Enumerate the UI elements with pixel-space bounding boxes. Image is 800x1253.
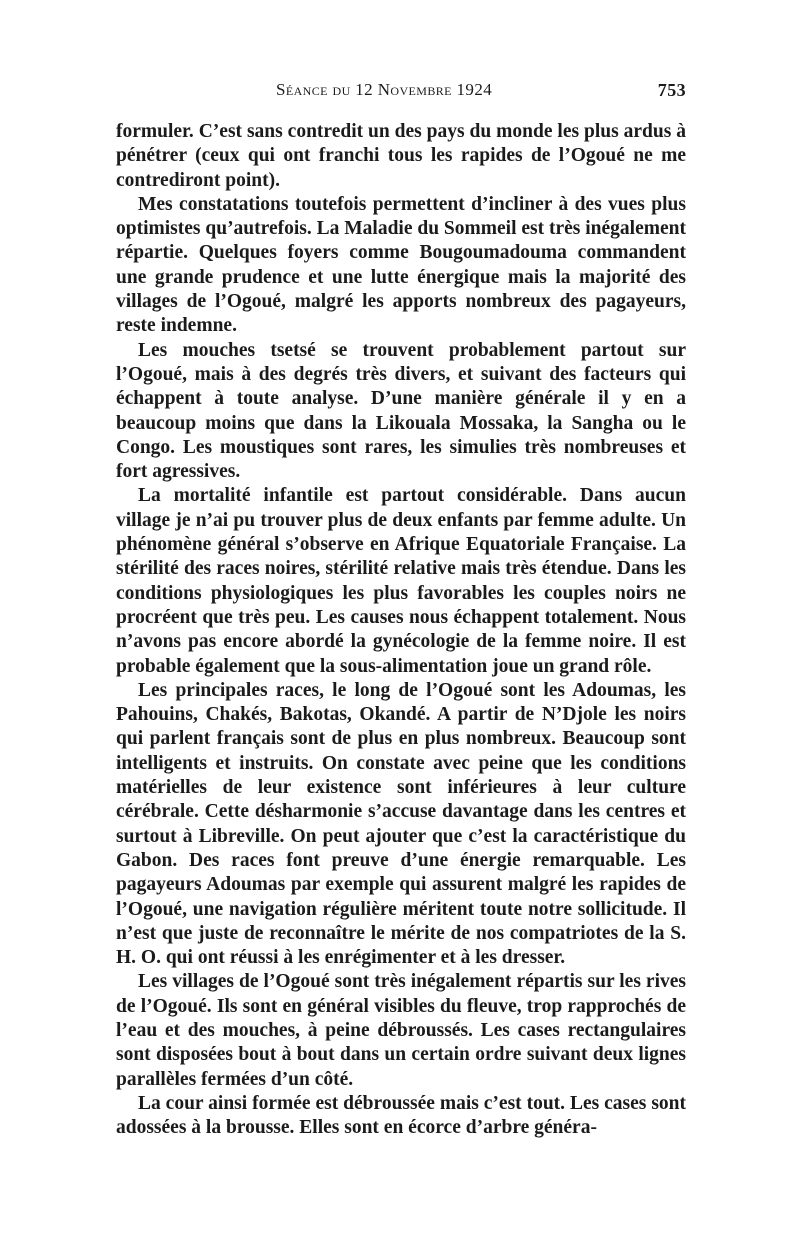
paragraph: Les mouches tsetsé se trouvent probablement partout sur l’Ogoué, mais à des degrés très divers, et suivant des facteurs qui échappent à toute analyse. D’une manière générale il y en a beaucoup moins que dans la Likouala Mossaka, la Sangha ou le Congo. Les moustiques sont rares, les simulies très nombreuses et fort agressives. [116,339,686,483]
paragraph: Mes constatations toutefois permettent d’incliner à des vues plus optimistes qu’autrefois. La Maladie du Sommeil est très inégalement répartie. Quelques foyers comme Bougoumadouma commandent une grande prudence et une lutte énergique mais la majorité des villages de l’Ogoué, malgré les apports nombreux des pagayeurs, reste indemne. [116,193,686,337]
paragraph: La cour ainsi formée est débroussée mais c’est tout. Les cases sont adossées à la brousse. Elles sont en écorce d’arbre généra- [116,1092,686,1139]
book-page [116,76,686,1140]
paragraph: Les villages de l’Ogoué sont très inégalement répartis sur les rives de l’Ogoué. Ils sont en général visibles du fleuve, trop rapprochés de l’eau et des mouches, à peine débroussés. Les cases rectangulaires sont disposées bout à bout dans un certain ordre suivant deux lignes parallèles fermées d’un côté. [116,971,686,1090]
paragraph: Les principales races, le long de l’Ogoué sont les Adoumas, les Pahouins, Chakés, Bakotas, Okandé. A partir de N’Djole les noirs qui parlent français sont de plus en plus nombreux. Beaucoup sont intelligents et instruits. On constate avec peine que les conditions matérielles de leur existence sont inférieures à leur culture cérébrale. Cette désharmonie s’accuse davantage dans les centres et surtout à Libreville. On peut ajouter que c’est la caractéristique du Gabon. Des races font preuve d’une énergie remarquable. Les pagayeurs Adoumas par exemple qui assurent malgré les rapides de l’Ogoué, une navigation régulière méritent toute notre sollicitude. Il n’est que juste de reconnaître le mérite de nos compatriotes de la S. H. O. qui ont réussi à les enrégimenter et à les dresser. [116,679,686,969]
running-head-title: Séance du 12 Novembre 1924 [276,80,493,99]
paragraph: La mortalité infantile est partout considérable. Dans aucun village je n’ai pu trouver plus de deux enfants par femme adulte. Un phénomène général s’observe en Afrique Equatoriale Française. La stérilité des races noires, stérilité relative mais très étendue. Dans les conditions physiologiques les plus favorables les couples noirs ne procréent que très peu. Les causes nous échappent totalement. Nous n’avons pas encore abordé la gynécologie de la femme noire. Il est probable également que la sous-alimentation joue un grand rôle. [116,485,686,677]
page-number: 753 [657,80,686,100]
paragraph-continued: formuler. C’est sans contredit un des pays du monde les plus ardus à pénétrer (ceux qui ont franchi tous les rapides de l’Ogoué ne me contrediront point). [116,121,686,191]
running-head [116,76,686,106]
body-text [116,120,686,1140]
